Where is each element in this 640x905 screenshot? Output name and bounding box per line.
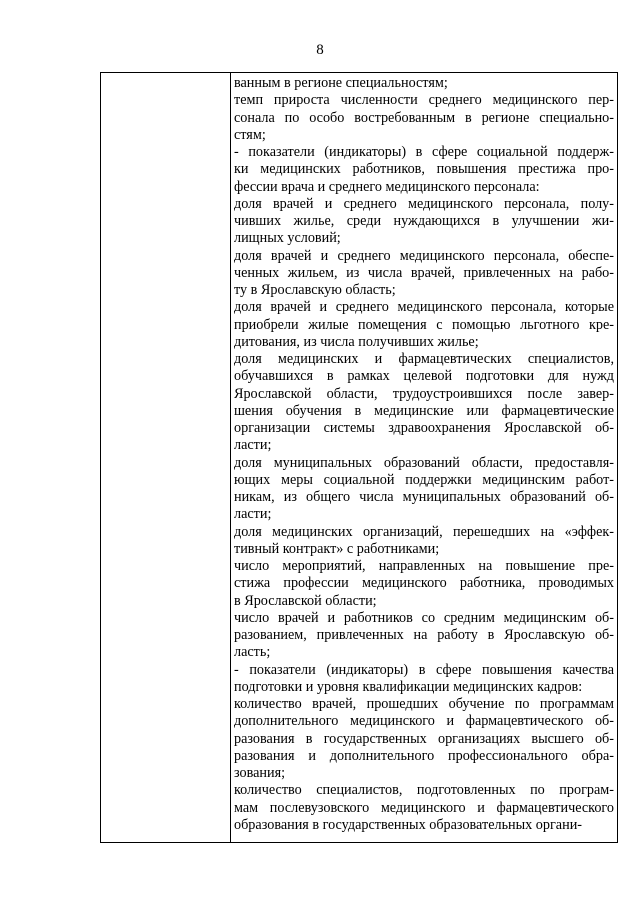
text-line: тивный контракт» с работниками;: [234, 540, 440, 557]
text-line: ванным в регионе специальностям;: [234, 75, 448, 91]
text-line: число мероприятий, направленных на повышение пре-: [234, 558, 614, 574]
text-line: доля врачей и среднего медицинского персонала, обеспе-: [234, 247, 614, 264]
text-line: - показатели (индикаторы) в сфере повышения качества: [234, 661, 614, 678]
text-line: разованием, привлеченных на работу в Ярославскую об-: [234, 627, 614, 643]
text-line: ченных жильем, из числа врачей, привлеченных на рабо-: [234, 264, 614, 281]
text-line: доля врачей и среднего медицинского персонала, полу-: [234, 195, 614, 212]
paragraph: [234, 351, 614, 455]
text-line: доля врачей и среднего медицинского персонала, которые: [234, 299, 614, 316]
text-line: в Ярославской области;: [234, 592, 377, 609]
text-line: стижа профессии медицинского работника, проводимых: [234, 575, 614, 592]
text-line: ющих меры социальной поддержки медицинским работ-: [234, 471, 614, 488]
paragraph: [234, 455, 614, 524]
text-line: приобрели жилые помещения с помощью льготного кре-: [234, 316, 614, 333]
text-line: стям;: [234, 126, 266, 143]
text-line: зования;: [234, 765, 286, 781]
paragraph: [234, 696, 614, 782]
text-line: количество врачей, прошедших обучение по программам: [234, 696, 614, 712]
paragraph: [234, 299, 614, 351]
text-line: ласть;: [234, 644, 271, 661]
paragraph: [234, 524, 614, 559]
text-line: дитования, из числа получивших жилье;: [234, 333, 479, 350]
text-line: лищных условий;: [234, 230, 341, 247]
text-line: доля медицинских и фармацевтических специалистов,: [234, 351, 614, 367]
page-number: 8: [316, 42, 324, 58]
table-right-cell: [231, 73, 617, 842]
text-line: число врачей и работников со средним медицинским об-: [234, 609, 614, 626]
text-line: ласти;: [234, 506, 272, 523]
text-line: ту в Ярославскую область;: [234, 282, 396, 298]
text-line: дополнительного медицинского и фармацевтического об-: [234, 713, 614, 730]
text-line: ласти;: [234, 437, 272, 454]
text-line: подготовки и уровня квалификации медицинских кадров:: [234, 678, 583, 695]
text-line: чивших жилье, среди нуждающихся в улучшении жи-: [234, 213, 614, 229]
paragraph: [234, 75, 614, 92]
text-line: доля медицинских организаций, перешедших на «эффек-: [234, 523, 614, 540]
paragraph: [234, 782, 614, 834]
content-table: [100, 72, 618, 843]
text-line: темп прироста численности среднего медицинского пер-: [234, 92, 614, 109]
text-line: сонала по особо востребованным в регионе специально-: [234, 109, 614, 126]
text-line: мам послевузовского медицинского и фармацевтического: [234, 799, 614, 816]
text-line: ки медицинских работников, повышения престижа про-: [234, 161, 614, 178]
paragraph: [234, 248, 614, 300]
text-line: образования в государственных образовательных органи-: [234, 816, 583, 833]
paragraph: [234, 558, 614, 610]
paragraph: [234, 610, 614, 662]
text-line: шения обучения в медицинские или фармацевтические: [234, 402, 614, 419]
text-line: никам, из общего числа муниципальных образований об-: [234, 489, 614, 505]
text-line: разования в государственных организациях высшего об-: [234, 730, 614, 747]
text-line: количество специалистов, подготовленных по програм-: [234, 782, 614, 799]
text-line: обучавшихся в рамках целевой подготовки для нужд: [234, 368, 614, 385]
text-line: фессии врача и среднего медицинского персонала:: [234, 178, 540, 195]
text-line: разования и дополнительного профессионального обра-: [234, 747, 614, 764]
paragraph: [234, 92, 614, 144]
text-line: доля муниципальных образований области, предоставля-: [234, 454, 614, 471]
paragraph: [234, 144, 614, 196]
paragraph: [234, 196, 614, 248]
text-line: организации системы здравоохранения Ярославской об-: [234, 420, 614, 436]
paragraph: [234, 662, 614, 697]
text-line: - показатели (индикаторы) в сфере социальной поддерж-: [234, 144, 614, 160]
table-left-cell: [101, 73, 231, 842]
text-line: Ярославской области, трудоустроившихся после завер-: [234, 385, 614, 402]
